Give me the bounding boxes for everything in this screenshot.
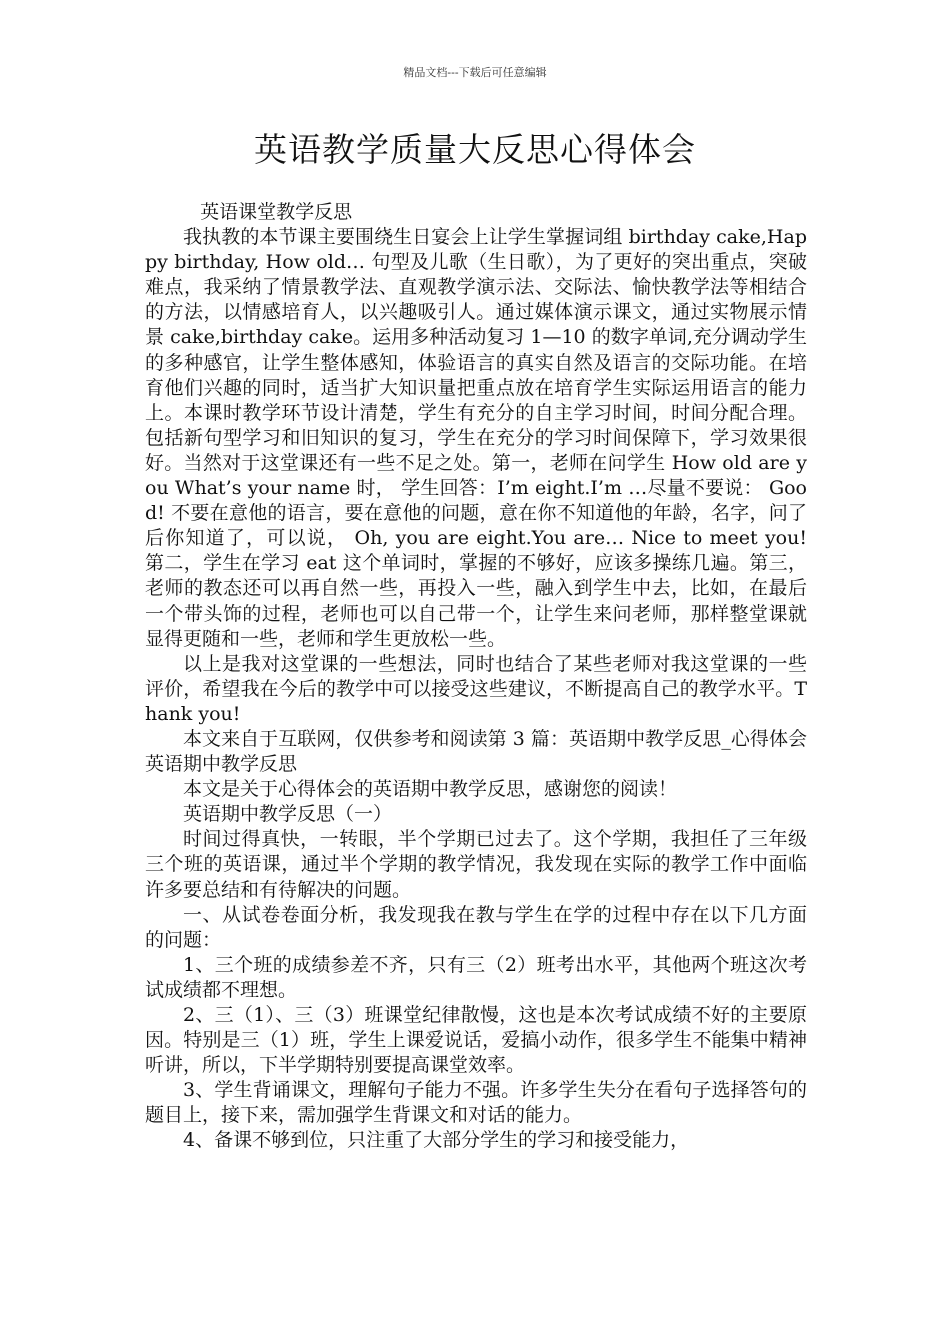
list-item: 4、备课不够到位，只注重了大部分学生的学习和接受能力， bbox=[183, 1129, 690, 1152]
paragraph: 我执教的本节课主要围绕生日宴会上让学生掌握词组 birthday cake,Happy birthday, How old… 句型及儿歌（生日歌），为了更好的突出重点，突破难点，我采纳了情景教学法、直观教学演示法、交际法、愉快教学法等相结合的方法，以情感培育人，以兴趣吸引人。通过媒体演示课文，通过实物展示情景 cake,birthday cake。运用多种活动复习 1—10 的数字单词,充分调动学生的多种感官，让学生整体感知，体验语言的真实自然及语言的交际功能。在培育他们兴趣的同时，适当扩大知识量把重点放在培育学生实际运用语言的能力上。本课时教学环节设计清楚，学生有充分的自主学习时间，时间分配合理。包括新句型学习和旧知识的复习，学生在充分的学习时间保障下，学习效果很好。当然对于这堂课还有一些不足之处。第一，老师在问学生 How old are you What’s your name 时， 学生回答：I’m eight.I’m …尽量不要说： Good! 不要在意他的语言，要在意他的问题，意在你不知道他的年龄，名字，问了后你知道了，可以说， Oh, you are eight.You are… Nice to meet you! 第二，学生在学习 eat 这个单词时，掌握的不够好，应该多操练几遍。第三，老师的教态还可以再自然一些，再投入一些，融入到学生中去，比如，在最后一个带头饰的过程，老师也可以自己带一个，让学生来问老师，那样整堂课就显得更随和一些，老师和学生更放松一些。 bbox=[145, 226, 807, 650]
list-item: 1、三个班的成绩参差不齐，只有三（2）班考出水平，其他两个班这次考试成绩都不理想。 bbox=[145, 953, 807, 1001]
paragraph: 本文是关于心得体会的英语期中教学反思，感谢您的阅读！ bbox=[183, 778, 678, 801]
paragraph: 一、从试卷卷面分析，我发现我在教与学生在学的过程中存在以下几方面的问题： bbox=[145, 903, 807, 951]
section-heading: 英语期中教学反思（一） bbox=[183, 803, 393, 826]
paragraph: 以上是我对这堂课的一些想法，同时也结合了某些老师对我这堂课的一些评价，希望我在今后的教学中可以接受这些建议，不断提高自己的教学水平。Thank you! bbox=[145, 652, 807, 725]
list-item: 2、三（1）、三（3）班课堂纪律散慢，这也是本次考试成绩不好的主要原因。特别是三（1）班，学生上课爱说话，爱搞小动作，很多学生不能集中精神听讲，所以，下半学期特别要提高课堂效率。 bbox=[145, 1004, 807, 1077]
paragraph: 本文来自于互联网，仅供参考和阅读第 3 篇：英语期中教学反思_心得体会英语期中教学反思 bbox=[145, 727, 807, 776]
paragraph: 时间过得真快，一转眼，半个学期已过去了。这个学期，我担任了三年级三个班的英语课，通过半个学期的教学情况，我发现在实际的教学工作中面临许多要总结和有待解决的问题。 bbox=[145, 828, 807, 901]
document-title: 英语教学质量大反思心得体会 bbox=[254, 130, 696, 169]
document-body bbox=[145, 200, 807, 1154]
header-note: 精品文档---下载后可任意编辑 bbox=[403, 66, 547, 79]
section-heading: 英语课堂教学反思 bbox=[200, 201, 353, 223]
list-item: 3、学生背诵课文，理解句子能力不强。许多学生失分在看句子选择答句的题目上，接下来，需加强学生背课文和对话的能力。 bbox=[145, 1079, 807, 1127]
